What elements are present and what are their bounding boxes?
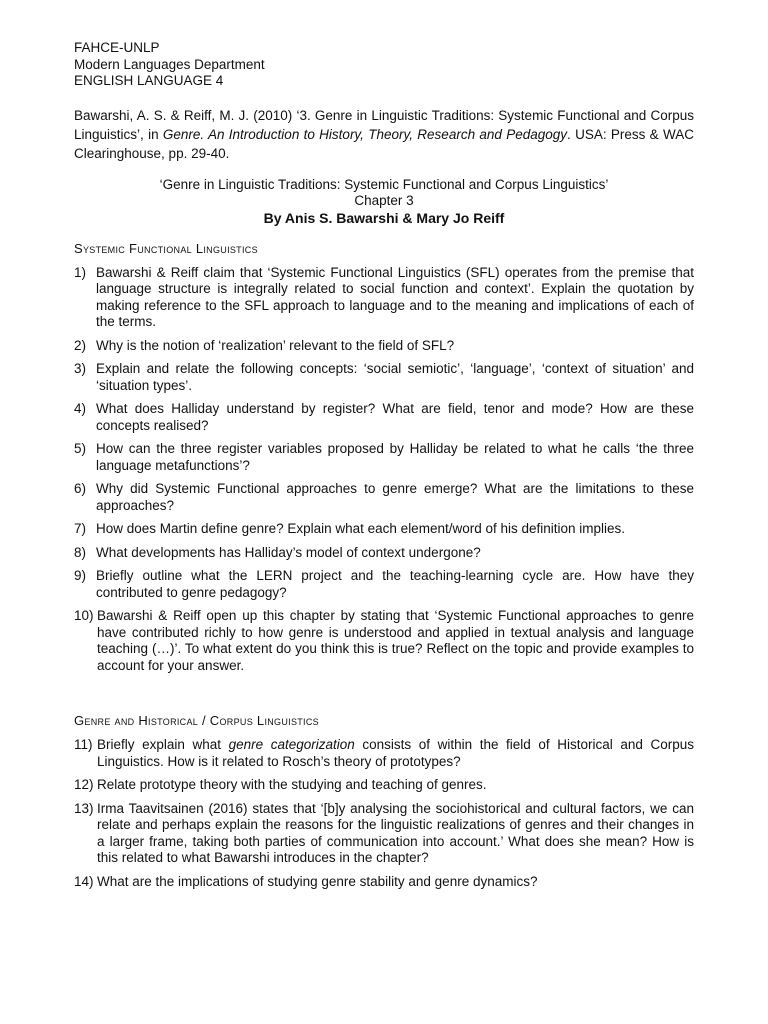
citation-authors: Bawarshi, A. S. & Reiff, M. J. (2010) ‘3. Genre in Linguistic Traditions: Systemic Functional and Corpus Linguistics’, in: [74, 107, 694, 142]
question-item: [74, 481, 694, 514]
question-item: [74, 737, 694, 770]
question-number: 8): [74, 544, 87, 560]
question-number: 6): [74, 481, 87, 496]
question-number: 2): [74, 337, 87, 353]
question-item: [74, 401, 694, 434]
question-item: [74, 777, 694, 794]
faculty-name: FAHCE-UNLP: [74, 40, 160, 55]
section-heading-sfl: Systemic Functional Linguistics: [74, 240, 258, 256]
bibliographic-citation: [74, 106, 694, 163]
question-term: genre categorization: [228, 737, 355, 752]
question-text: [97, 737, 694, 770]
question-number: 9): [74, 568, 87, 583]
question-text: Explain and relate the following concepts: ‘social semiotic’, ‘language’, ‘context of situation’ and ‘situation types’.: [96, 361, 694, 393]
question-item: [74, 361, 694, 394]
question-number: 13): [74, 800, 94, 816]
question-text: Bawarshi & Reiff open up this chapter by stating that ‘Systemic Functional approaches to genre have contributed richly to how genre is understood and applied in textual analysis and language teaching (…)’. To what extent do you think this is true? Reflect on the topic and provide examples to account for your answer.: [97, 608, 694, 673]
question-number: 3): [74, 361, 87, 376]
course-name: ENGLISH LANGUAGE 4: [74, 73, 224, 88]
citation-publisher: . USA: Press & WAC Clearinghouse, pp. 29-40.: [74, 126, 694, 161]
question-item: [74, 801, 694, 867]
question-item: [74, 608, 694, 674]
question-text: Bawarshi & Reiff claim that ‘Systemic Functional Linguistics (SFL) operates from the premise that language structure is integrally related to social function and context’. Explain the quotation by making reference to the SFL approach to language and to the meaning and implications of each of the terms.: [96, 264, 694, 329]
question-text: What are the implications of studying genre stability and genre dynamics?: [97, 873, 538, 889]
question-text-end: consists of within the field of Historical and Corpus Linguistics. How is it related to Rosch’s theory of prototypes?: [97, 737, 695, 769]
question-number: 1): [74, 264, 87, 280]
institution-header: [74, 40, 694, 90]
question-text: Briefly outline what the LERN project and the teaching-learning cycle are. How have they contributed to genre pedagogy?: [96, 568, 694, 600]
question-number: 5): [74, 441, 87, 456]
question-number: 12): [74, 777, 94, 792]
question-text: Irma Taavitsainen (2016) states that ‘[b]y analysing the sociohistorical and cultural factors, we can relate and perhaps explain the reasons for the linguistic realizations of genres and their changes in a larger frame, taking both parties of communication into account.’ What does she mean? How is this related to what Bawarshi introduces in the chapter?: [97, 800, 694, 865]
question-text: Relate prototype theory with the studying and teaching of genres.: [97, 777, 487, 792]
title-block: [74, 177, 694, 227]
citation-book-title: Genre. An Introduction to History, Theory, Research and Pedagogy: [162, 126, 568, 142]
chapter-title: ‘Genre in Linguistic Traditions: Systemic Functional and Corpus Linguistics’: [159, 176, 609, 192]
question-number: 7): [74, 521, 87, 536]
section-spacer: [74, 681, 694, 699]
question-item: [74, 338, 694, 355]
chapter-authors: By Anis S. Bawarshi & Mary Jo Reiff: [263, 209, 505, 226]
question-item: [74, 521, 694, 538]
question-item: [74, 441, 694, 474]
question-item: [74, 568, 694, 601]
question-number: 10): [74, 608, 94, 623]
chapter-number: Chapter 3: [354, 192, 414, 208]
section-heading-corpus: Genre and Historical / Corpus Linguistics: [74, 713, 319, 728]
department-name: Modern Languages Department: [74, 56, 265, 72]
question-item: [74, 265, 694, 331]
question-text: What developments has Halliday’s model of context undergone?: [96, 544, 481, 560]
document-page: [74, 40, 694, 897]
question-item: [74, 874, 694, 891]
question-number: 4): [74, 401, 87, 416]
question-text: Why is the notion of ‘realization’ relevant to the field of SFL?: [96, 337, 455, 353]
question-text: What does Halliday understand by register? What are field, tenor and mode? How are these concepts realised?: [96, 401, 694, 433]
question-text: How can the three register variables proposed by Halliday be related to what he calls ‘the three language metafunctions’?: [96, 441, 694, 473]
question-item: [74, 545, 694, 562]
question-number: 14): [74, 873, 94, 889]
question-text: Why did Systemic Functional approaches to genre emerge? What are the limitations to these approaches?: [96, 481, 694, 513]
question-number: 11): [74, 737, 93, 752]
question-text-start: Briefly explain what: [97, 737, 229, 752]
question-text: How does Martin define genre? Explain what each element/word of his definition implies.: [96, 521, 626, 536]
